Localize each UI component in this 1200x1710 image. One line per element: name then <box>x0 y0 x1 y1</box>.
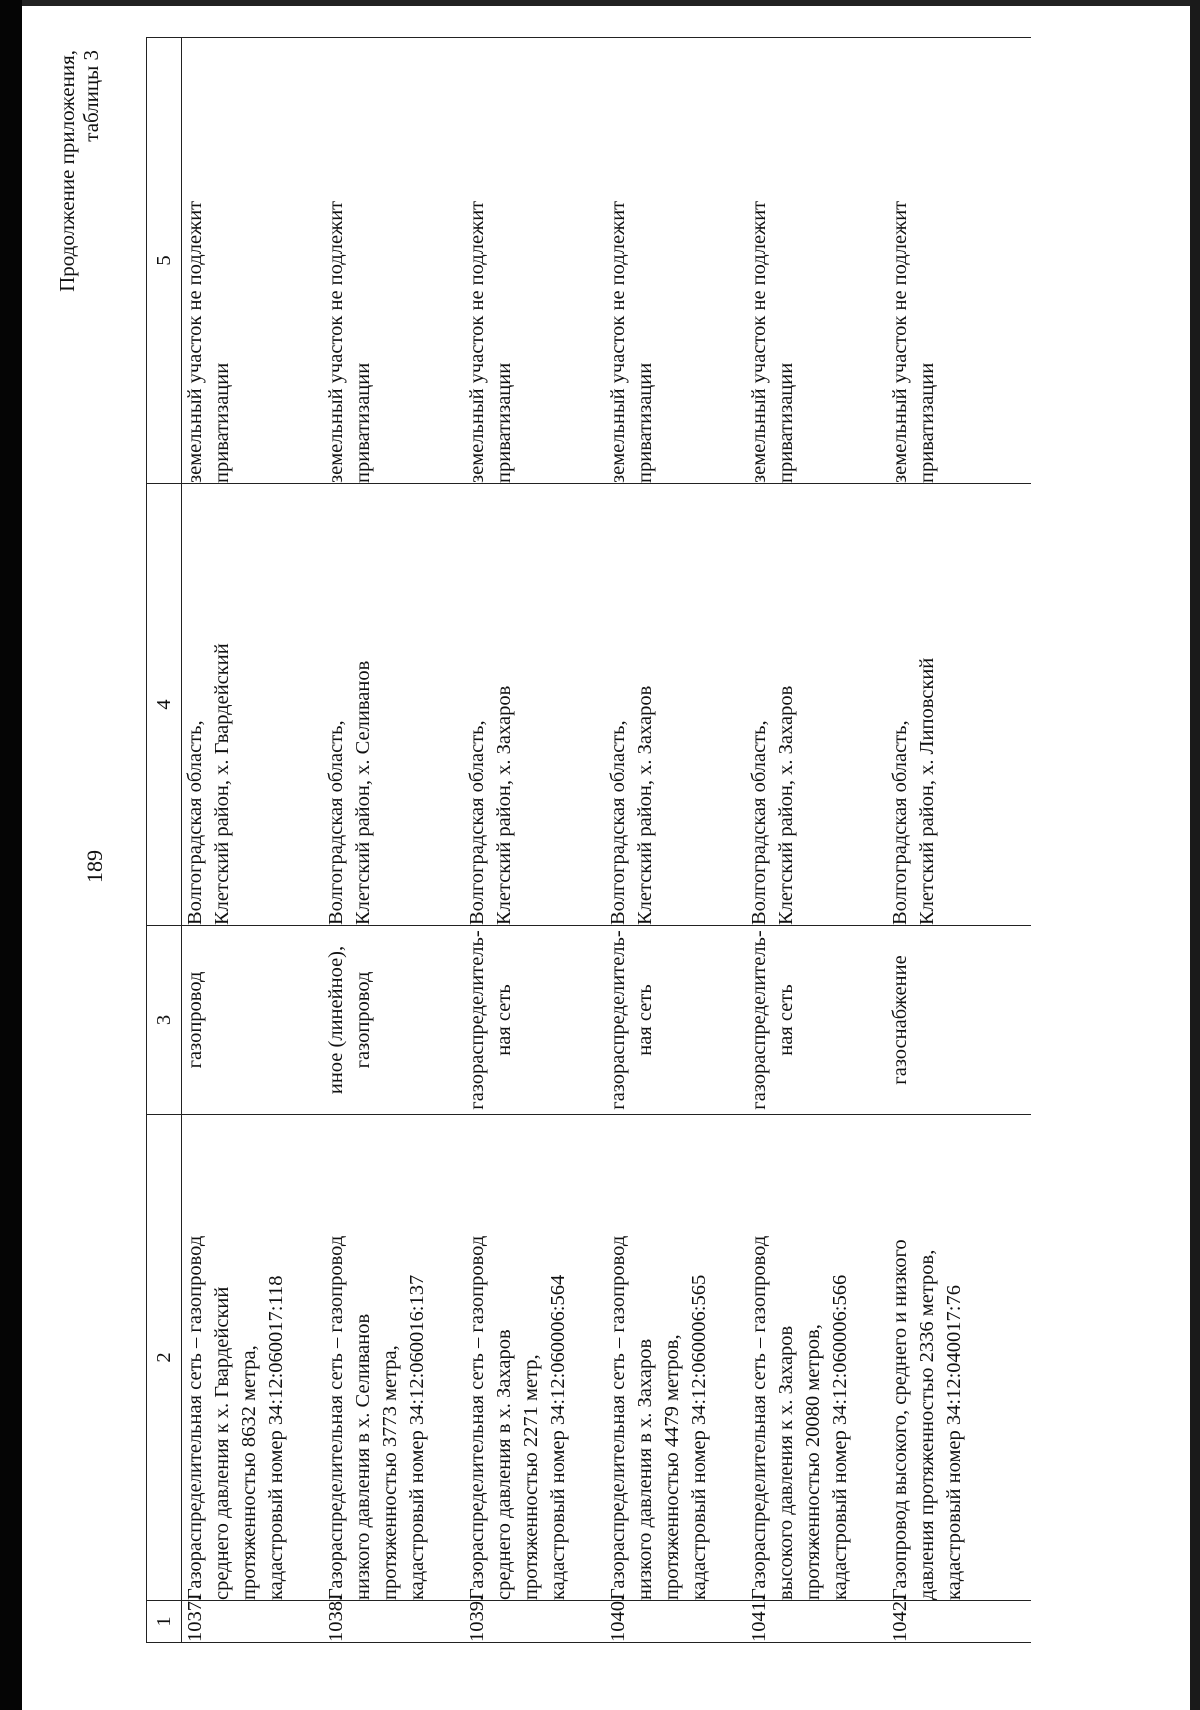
privatization-note-cell <box>323 38 464 484</box>
object-description-line: протяженностью 2271 метр, <box>519 1354 542 1600</box>
privatization-note-line: приватизации <box>211 362 233 483</box>
object-description-line: кадастровый номер 34:12:060016:137 <box>405 1274 428 1600</box>
page-number: 189 <box>82 850 107 883</box>
privatization-note-cell <box>887 38 1031 484</box>
object-type-line: ная сеть <box>633 984 656 1056</box>
object-type-cell <box>746 926 887 1115</box>
object-description-line: кадастровый номер 34:12:040017:76 <box>942 1285 965 1600</box>
object-type-line: газопровод <box>184 971 206 1069</box>
privatization-note-line: земельный участок не подлежит <box>747 200 770 483</box>
object-description-line: кадастровый номер 34:12:060006:564 <box>546 1274 569 1600</box>
row-number-cell: 1041. <box>746 1601 887 1643</box>
object-address-cell <box>605 484 746 926</box>
privatization-note-line: земельный участок не подлежит <box>606 200 629 483</box>
object-address-line: Волгоградская область, <box>888 720 911 925</box>
privatization-note-line: земельный участок не подлежит <box>888 200 911 483</box>
row-number-cell: 1037. <box>182 1601 323 1643</box>
column-header: 3 <box>147 926 182 1115</box>
object-address-line: Клетский район, х. Липовский <box>915 657 938 925</box>
object-description-line: Газораспределительная сеть – газопровод <box>324 1235 347 1600</box>
column-header: 5 <box>147 38 182 484</box>
continuation-line: таблицы 3 <box>79 50 103 142</box>
privatization-note-cell <box>746 38 887 484</box>
object-description-line: Газораспределительная сеть – газопровод <box>606 1235 629 1600</box>
object-type-line: газопровод <box>351 971 374 1069</box>
object-address-line: Волгоградская область, <box>606 720 629 925</box>
object-description-line: кадастровый номер 34:12:060006:565 <box>687 1274 710 1600</box>
privatization-note-cell <box>605 38 746 484</box>
object-description-line: высокого давления к х. Захаров <box>774 1325 797 1600</box>
object-address-cell <box>887 484 1031 926</box>
object-description-line: Газораспределительная сеть – газопровод <box>465 1235 488 1600</box>
object-type-cell <box>464 926 605 1115</box>
privatization-note-line: приватизации <box>492 362 515 483</box>
object-type-cell <box>323 926 464 1115</box>
object-type-line: газоснабжение <box>888 955 911 1085</box>
row-number-cell: 1039. <box>464 1601 605 1643</box>
object-description-line: кадастровый номер 34:12:060006:566 <box>828 1274 851 1600</box>
object-address-line: Клетский район, х. Гвардейский <box>211 643 233 925</box>
privatization-note-line: приватизации <box>633 362 656 483</box>
column-header: 2 <box>147 1115 182 1601</box>
object-address-line: Клетский район, х. Селиванов <box>351 660 374 925</box>
object-description-line: среднего давления к х. Гвардейский <box>211 1286 233 1600</box>
property-table <box>146 37 1031 1643</box>
row-number-cell: 1038. <box>323 1601 464 1643</box>
privatization-note-line: земельный участок не подлежит <box>465 200 488 483</box>
object-description-line: давления протяженностью 2336 метров, <box>915 1249 938 1600</box>
column-header: 1 <box>147 1601 182 1643</box>
object-type-line: газораспределитель- <box>606 930 629 1110</box>
object-type-line: ная сеть <box>774 984 797 1056</box>
object-description-cell <box>887 1115 1031 1601</box>
object-description-line: протяженностью 4479 метров, <box>660 1334 683 1600</box>
object-address-cell <box>464 484 605 926</box>
object-address-line: Клетский район, х. Захаров <box>633 685 656 925</box>
row-number-cell: 1042. <box>887 1601 1031 1643</box>
object-description-line: Газопровод высокого, среднего и низкого <box>888 1239 911 1600</box>
object-type-line: ная сеть <box>492 984 515 1056</box>
object-type-cell <box>605 926 746 1115</box>
privatization-note-line: приватизации <box>351 362 374 483</box>
privatization-note-line: приватизации <box>774 362 797 483</box>
object-address-line: Клетский район, х. Захаров <box>774 685 797 925</box>
object-address-line: Волгоградская область, <box>747 720 770 925</box>
object-address-cell <box>746 484 887 926</box>
object-description-cell <box>182 1115 323 1601</box>
object-description-line: протяженностью 20080 метров, <box>801 1324 824 1600</box>
table-row <box>605 38 746 1643</box>
continuation-line: Продолжение приложения, <box>55 50 79 292</box>
object-type-line: газораспределитель- <box>747 930 770 1110</box>
object-description-cell <box>605 1115 746 1601</box>
privatization-note-line: приватизации <box>915 362 938 483</box>
privatization-note-cell <box>464 38 605 484</box>
object-type-line: иное (линейное), <box>324 945 347 1095</box>
privatization-note-line: земельный участок не подлежит <box>184 200 206 483</box>
continuation-note <box>55 50 103 310</box>
table-header-row <box>147 38 182 1643</box>
column-header: 4 <box>147 484 182 926</box>
object-address-line: Волгоградская область, <box>184 720 206 925</box>
object-description-line: Газораспределительная сеть – газопровод <box>184 1235 206 1600</box>
table-row <box>464 38 605 1643</box>
table-body <box>182 38 1031 1643</box>
table-row <box>182 38 323 1643</box>
object-type-cell <box>887 926 1031 1115</box>
row-number-cell: 1040. <box>605 1601 746 1643</box>
object-description-line: низкого давления в х. Захаров <box>633 1338 656 1600</box>
object-description-line: Газораспределительная сеть – газопровод <box>747 1235 770 1600</box>
table-row <box>323 38 464 1643</box>
table-row <box>887 38 1031 1643</box>
privatization-note-line: земельный участок не подлежит <box>324 200 347 483</box>
object-address-line: Волгоградская область, <box>465 720 488 925</box>
object-type-line: газораспределитель- <box>465 930 488 1110</box>
object-description-line: низкого давления в х. Селиванов <box>351 1313 374 1600</box>
object-description-cell <box>464 1115 605 1601</box>
object-type-cell <box>182 926 323 1115</box>
object-description-line: среднего давления в х. Захаров <box>492 1329 515 1600</box>
object-address-line: Волгоградская область, <box>324 720 347 925</box>
object-description-line: протяженностью 8632 метра, <box>238 1345 260 1600</box>
privatization-note-cell <box>182 38 323 484</box>
object-address-cell <box>323 484 464 926</box>
object-address-line: Клетский район, х. Захаров <box>492 685 515 925</box>
object-address-cell <box>182 484 323 926</box>
table-row <box>746 38 887 1643</box>
object-description-line: протяженностью 3773 метра, <box>378 1345 401 1600</box>
object-description-line: кадастровый номер 34:12:060017:118 <box>265 1275 287 1600</box>
object-description-cell <box>746 1115 887 1601</box>
object-description-cell <box>323 1115 464 1601</box>
